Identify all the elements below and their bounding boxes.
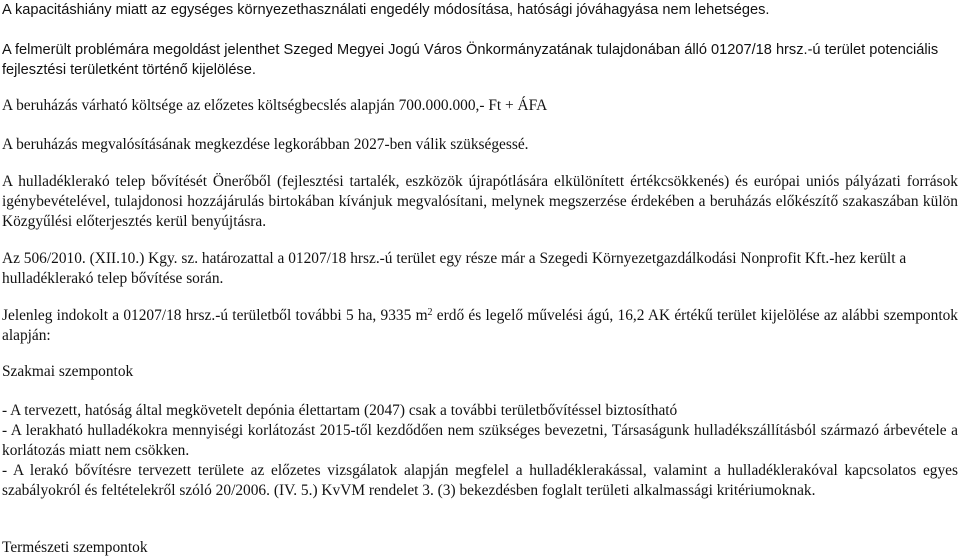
paragraph-solution: A felmerült problémára megoldást jelenthet Szeged Megyei Jogú Város Önkormányzatának tulajdonában álló 01207/18 hrsz.-ú terület potenciális fejlesztési területként történő kijelölése. bbox=[2, 42, 939, 78]
paragraph-cost: A beruházás várható költsége az előzetes költségbecslés alapján 700.000.000,- Ft + ÁFA bbox=[2, 97, 548, 114]
list-item: - A lerakható hulladékokra mennyiségi korlátozást 2015-től kezdődően nem szükséges bevezetni, Társaságunk hulladékszállításból származó árbevétele a korlátozás miatt nem csökken. bbox=[2, 422, 958, 459]
paragraph-start-date: A beruházás megvalósításának megkezdése legkorábban 2027-ben válik szükségessé. bbox=[2, 136, 529, 153]
list-item: - A tervezett, hatóság által megkövetelt depónia élettartam (2047) csak a további területbővítéssel biztosítható bbox=[2, 402, 678, 419]
designation-text-end: erdő és legelő művelési ágú, 16,2 AK értékű terület kijelölése az alábbi szempontok alapján: bbox=[2, 307, 958, 344]
list-item: - A lerakó bővítésre tervezett területe az előzetes vizsgálatok alapján megfelel a hulladéklerakással, valamint a hulladéklerakóval kapcsolatos egyes szabályokról és feltételekről szóló 20/2006. (IV. 5.) KvVM rendelet 3. (3) bekezdésben foglalt területi alkalmassági kritériumoknak. bbox=[2, 462, 958, 499]
designation-text-start: Jelenleg indokolt a 01207/18 hrsz.-ú területből további 5 ha, 9335 m bbox=[2, 307, 428, 324]
criteria-list bbox=[2, 401, 958, 501]
section-heading-natural: Természeti szempontok bbox=[2, 539, 148, 556]
paragraph-capacity: A kapacitáshiány miatt az egységes környezethasználati engedély módosítása, hatósági jóváhagyása nem lehetséges. bbox=[2, 2, 770, 18]
paragraph-funding: A hulladéklerakó telep bővítését Önerőből (fejlesztési tartalék, eszközök újrapótlására elkülönített értékcsökkenés) és európai uniós pályázati források igénybevételével, tulajdonosi hozzájárulás birtokában kívánjuk megvalósítani, melynek megszerzése érdekében a beruházás előkészítő szakaszában külön Közgyűlési előterjesztés kerül benyújtásra. bbox=[2, 173, 958, 230]
paragraph-designation bbox=[2, 306, 958, 346]
square-superscript: 2 bbox=[427, 307, 433, 318]
paragraph-resolution: Az 506/2010. (XII.10.) Kgy. sz. határozattal a 01207/18 hrsz.-ú terület egy része már a Szegedi Környezetgazdálkodási Nonprofit Kft.-hez került a hulladéklerakó telep bővítése során. bbox=[2, 250, 907, 287]
section-heading-professional: Szakmai szempontok bbox=[2, 363, 134, 380]
